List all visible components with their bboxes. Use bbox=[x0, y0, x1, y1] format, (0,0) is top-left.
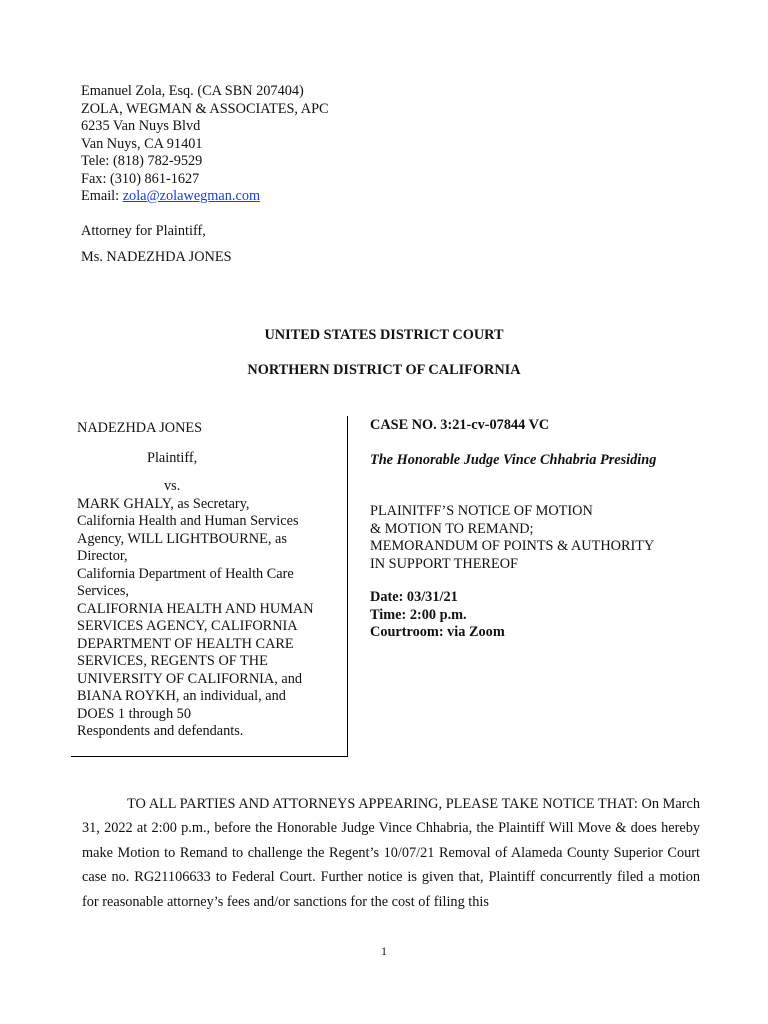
attorney-role: Attorney for Plaintiff, bbox=[81, 222, 206, 239]
attorney-line: Van Nuys, CA 91401 bbox=[81, 135, 203, 152]
defendant-line: SERVICES AGENCY, CALIFORNIA bbox=[77, 618, 298, 634]
defendant-line: Services, bbox=[77, 583, 130, 599]
hearing-date: Date: 03/31/21 bbox=[370, 589, 458, 605]
caption-vertical-rule bbox=[347, 416, 348, 756]
attorney-line: Tele: (818) 782-9529 bbox=[81, 153, 203, 169]
document-title-line: MEMORANDUM OF POINTS & AUTHORITY bbox=[370, 538, 655, 554]
plaintiff-name: NADEZHDA JONES bbox=[77, 420, 203, 436]
document-title-line: IN SUPPORT THEREOF bbox=[370, 555, 518, 572]
court-name: UNITED STATES DISTRICT COURT bbox=[264, 327, 504, 343]
attorney-line: 6235 Van Nuys Blvd bbox=[81, 118, 201, 134]
defendant-line: California Health and Human Services bbox=[77, 513, 299, 529]
notice-paragraph: TO ALL PARTIES AND ATTORNEYS APPEARING, PLEASE TAKE NOTICE THAT: On March 31, 2022 at 2:00 p.m., before the Honorable Judge Vince Chhabria, the Plaintiff Will Move & does hereby make Motion to Remand to challenge the Regent’s 10/07/21 Removal of Alameda County Superior Court case no. RG21106633 to Federal Court. Further notice is given that, Plaintiff concurrently filed a motion for reasonable attorney’s fees and/or sanctions for the cost of filing this bbox=[82, 796, 700, 910]
court-district: NORTHERN DISTRICT OF CALIFORNIA bbox=[247, 362, 521, 378]
document-title-line: PLAINITFF’S NOTICE OF MOTION bbox=[370, 503, 593, 519]
attorney-email-row bbox=[81, 188, 501, 206]
presiding-judge: The Honorable Judge Vince Chhabria Presiding bbox=[370, 451, 657, 468]
defendant-line: California Department of Health Care bbox=[77, 565, 294, 582]
defendant-line: BIANA ROYKH, an individual, and bbox=[77, 688, 286, 704]
defendant-line: DOES 1 through 50 bbox=[77, 705, 191, 722]
defendant-line: Respondents and defendants. bbox=[77, 723, 244, 739]
document-title-line: & MOTION TO REMAND; bbox=[370, 520, 534, 537]
case-number: CASE NO. 3:21-cv-07844 VC bbox=[370, 417, 550, 433]
plaintiff-label: Plaintiff, bbox=[147, 449, 198, 466]
caption-bottom-rule bbox=[71, 756, 348, 757]
caption-case-info bbox=[370, 417, 710, 642]
email-link[interactable]: zola@zolawegman.com bbox=[122, 188, 261, 204]
page-number: 1 bbox=[381, 944, 387, 958]
hearing-time: Time: 2:00 p.m. bbox=[370, 606, 467, 623]
defendant-line: Agency, WILL LIGHTBOURNE, as bbox=[77, 530, 287, 547]
defendant-line: MARK GHALY, as Secretary, bbox=[77, 495, 250, 512]
defendant-line: DEPARTMENT OF HEALTH CARE bbox=[77, 635, 294, 652]
attorney-line: Fax: (310) 861-1627 bbox=[81, 170, 200, 187]
attorney-client: Ms. NADEZHDA JONES bbox=[81, 249, 232, 265]
defendant-line: Director, bbox=[77, 548, 128, 564]
hearing-courtroom: Courtroom: via Zoom bbox=[370, 624, 505, 640]
attorney-block bbox=[81, 83, 501, 267]
notice-body bbox=[82, 792, 700, 914]
versus-label: vs. bbox=[164, 478, 181, 494]
caption-parties bbox=[77, 420, 343, 741]
defendant-line: CALIFORNIA HEALTH AND HUMAN bbox=[77, 600, 314, 617]
defendant-line: UNIVERSITY OF CALIFORNIA, and bbox=[77, 670, 303, 687]
defendant-line: SERVICES, REGENTS OF THE bbox=[77, 653, 268, 669]
email-label: Email: bbox=[81, 188, 123, 204]
attorney-line: Emanuel Zola, Esq. (CA SBN 207404) bbox=[81, 83, 304, 99]
attorney-line: ZOLA, WEGMAN & ASSOCIATES, APC bbox=[81, 100, 329, 117]
